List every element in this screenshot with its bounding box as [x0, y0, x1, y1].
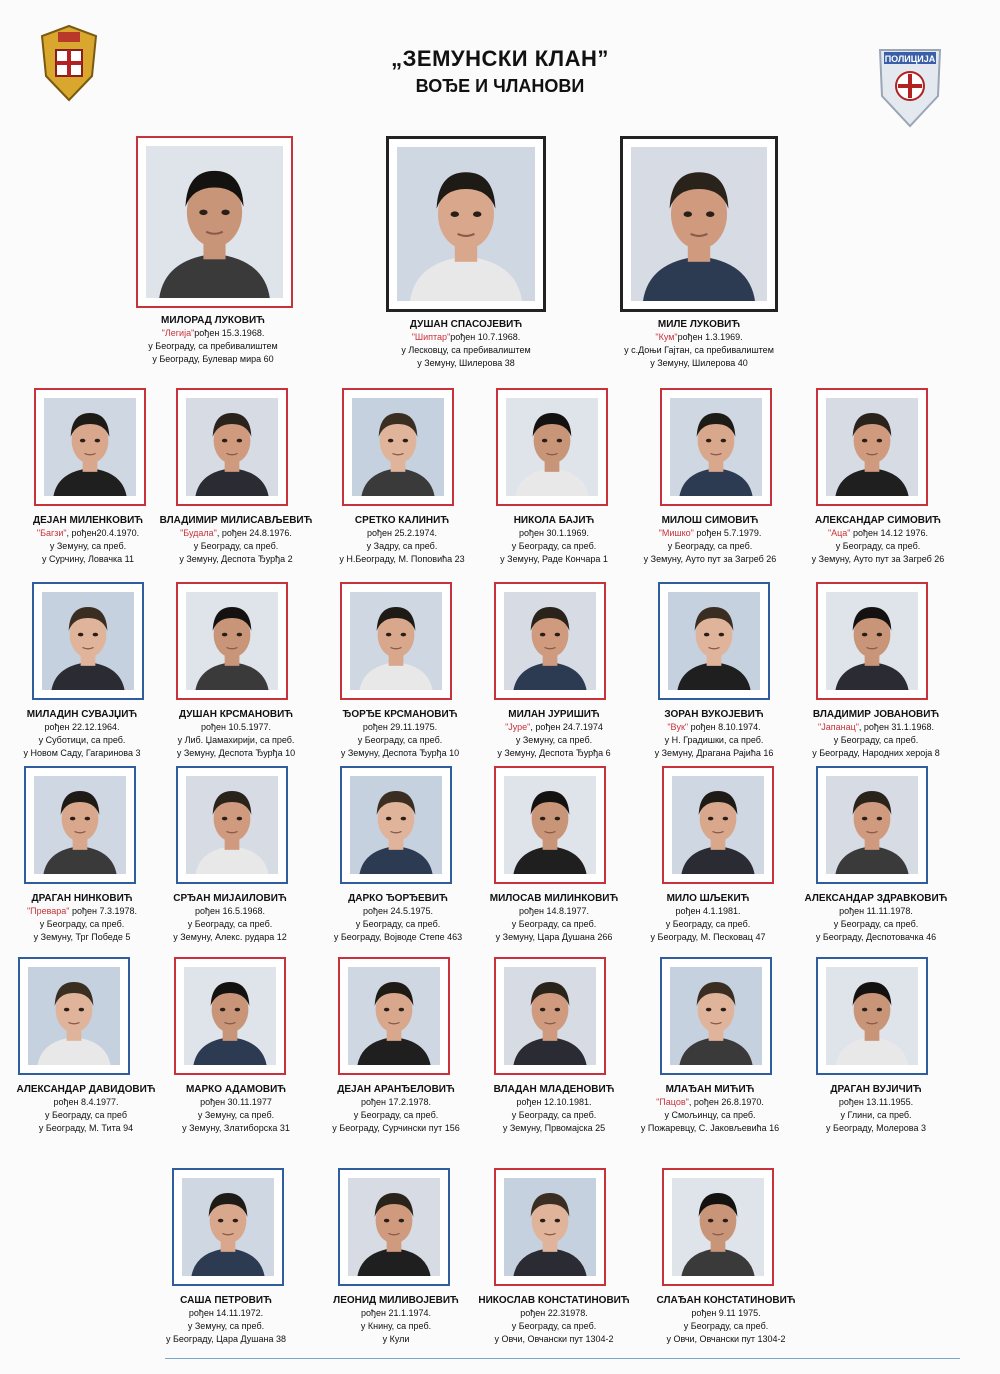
member-name: ЗОРАН ВУКОЈЕВИЋ: [664, 709, 764, 720]
member-birth: рођен 16.5.1968.: [194, 906, 266, 916]
member-birth-line: [118, 327, 308, 340]
member-birth: рођен 10.7.1968.: [450, 332, 521, 342]
page-subtitle: ВОЂЕ И ЧЛАНОВИ: [415, 76, 585, 96]
member-photo-frame: [662, 766, 774, 884]
member-photo-frame: [24, 766, 136, 884]
member-caption: [604, 318, 794, 370]
member-photo: [350, 776, 442, 874]
member-birth: рођен 10.5.1977.: [200, 722, 272, 732]
member-photo-frame: [176, 388, 288, 506]
member-birthplace: у Београду, са преб.: [511, 541, 597, 551]
member-birth-line: [613, 905, 803, 918]
member-photo-frame: [136, 136, 293, 308]
member-photo-frame: [176, 582, 288, 700]
member-birth: , рођен 26.8.1970.: [688, 1097, 764, 1107]
member-name: ЂОРЂЕ КРСМАНОВИЋ: [342, 709, 458, 720]
member-birth: , рођен 31.1.1968.: [858, 722, 934, 732]
police-badge-label: ПОЛИЦИЈА: [884, 54, 936, 64]
member-photo: [826, 776, 918, 874]
member-photo: [352, 398, 444, 496]
member-caption: [783, 514, 973, 566]
member-residence: у Земуну, Деспота Ђурђа 2: [179, 554, 293, 564]
member-photo: [184, 967, 276, 1065]
member-residence: у Земуну, Драгана Рајића 16: [654, 748, 774, 758]
member-birthplace: у Београду, са преб.: [833, 919, 919, 929]
member-name: МИЛЕ ЛУКОВИЋ: [657, 319, 741, 330]
member-birth: рођен 25.2.1974.: [366, 528, 438, 538]
member-name: ДЕЈАН АРАНЂЕЛОВИЋ: [337, 1084, 455, 1095]
member-photo: [504, 1178, 596, 1276]
member-photo-frame: [32, 582, 144, 700]
member-name: САША ПЕТРОВИЋ: [180, 1295, 272, 1306]
member-name: ДАРКО ЂОРЂЕВИЋ: [348, 893, 448, 904]
member-caption: [631, 1294, 821, 1346]
member-birthplace: у Београду, са преб.: [511, 919, 597, 929]
member-birthplace: у Београду, са преб.: [511, 1321, 597, 1331]
member-name: МИЛОРАД ЛУКОВИЋ: [161, 315, 265, 326]
member-nickname: "Будала": [180, 528, 217, 538]
member-residence: у Н.Београду, М. Поповића 23: [339, 554, 465, 564]
footer-divider: [165, 1358, 960, 1359]
member-nickname: "Вук": [667, 722, 689, 732]
member-name: МИЛО ШЉЕКИЋ: [666, 893, 750, 904]
member-photo-frame: [172, 1168, 284, 1286]
member-birthplace: у Смољинцу, са преб.: [664, 1110, 756, 1120]
member-photo-frame: [660, 957, 772, 1075]
member-name: ДУШАН КРСМАНОВИЋ: [178, 709, 294, 720]
member-nickname: "Кум": [655, 332, 678, 342]
member-residence: у Овчи, Овчански пут 1304-2: [666, 1334, 786, 1344]
member-caption: [613, 892, 803, 944]
member-residence: у Београду, Цара Душана 38: [166, 1334, 286, 1344]
member-name: ВЛАДАН МЛАДЕНОВИЋ: [493, 1084, 615, 1095]
member-residence: у Новом Саду, Гагаринова 3: [23, 748, 141, 758]
member-birthplace: у Београду, са преб.: [833, 735, 919, 745]
member-photo: [504, 776, 596, 874]
member-birth: рођен 17.2.1978.: [360, 1097, 432, 1107]
member-birthplace: у Глини, са преб.: [840, 1110, 912, 1120]
member-name: МИЛОСАВ МИЛИНКОВИЋ: [489, 893, 619, 904]
member-photo-frame: [816, 582, 928, 700]
member-photo: [631, 147, 767, 301]
member-name: ЛЕОНИД МИЛИВОЈЕВИЋ: [333, 1295, 459, 1306]
member-photo: [186, 776, 278, 874]
member-photo-frame: [342, 388, 454, 506]
member-residence: у Београду, М. Тита 94: [38, 1123, 134, 1133]
member-birthplace: у с.Доњи Гајтан, са пребивалиштем: [624, 345, 774, 355]
member-nickname: "Легија": [161, 328, 195, 338]
member-birthplace: у Београду, са преб.: [39, 919, 125, 929]
member-photo-frame: [340, 582, 452, 700]
member-caption: [615, 1083, 805, 1135]
member-birth: рођен 30.11.1977: [200, 1097, 272, 1107]
member-birth-line: [783, 527, 973, 540]
member-caption: [141, 514, 331, 566]
member-name: МИЛОШ СИМОВИЋ: [661, 515, 759, 526]
member-photo-frame: [816, 957, 928, 1075]
member-birth: рођен 4.1.1981.: [675, 906, 741, 916]
member-photo-frame: [658, 582, 770, 700]
member-photo-frame: [34, 388, 146, 506]
member-residence: у Београду, Народних хероја 8: [812, 748, 940, 758]
member-birthplace: у Београду, са преб.: [835, 541, 921, 551]
member-birth: рођен 24.5.1975.: [362, 906, 434, 916]
member-photo: [146, 146, 283, 298]
member-photo: [44, 398, 136, 496]
member-birth: рођен 1.3.1969.: [677, 332, 743, 342]
member-birth: рођен 12.10.1981.: [516, 1097, 592, 1107]
page-title: „ЗЕМУНСКИ КЛАН”: [391, 46, 609, 71]
member-photo-frame: [662, 1168, 774, 1286]
member-name: НИКОСЛАВ КОНСТАТИНОВИЋ: [478, 1295, 630, 1306]
member-residence: у Земуну, Шилерова 38: [417, 358, 515, 368]
member-birth: рођен 22.31978.: [520, 1308, 588, 1318]
member-residence: у Земуну, Златиборска 31: [182, 1123, 290, 1133]
member-birthplace: у Книну, са преб.: [360, 1321, 432, 1331]
member-photo: [504, 592, 596, 690]
member-nickname: "Багзи": [36, 528, 67, 538]
member-name: ДУШАН СПАСОЈЕВИЋ: [409, 319, 523, 330]
member-birth: рођен 8.4.1977.: [53, 1097, 119, 1107]
member-residence: у Земуну, Алекс. рудара 12: [173, 932, 287, 942]
member-birth-line: [781, 721, 971, 734]
member-residence: у Земуну, Цара Душана 266: [495, 932, 613, 942]
member-residence: у Београду, Молерова 3: [826, 1123, 926, 1133]
member-birth: рођен 14.8.1977.: [518, 906, 590, 916]
member-residence: у Овчи, Овчански пут 1304-2: [494, 1334, 614, 1344]
member-residence: у Београду, М. Песковац 47: [650, 932, 766, 942]
member-birthplace: у Земуну, са преб.: [187, 1321, 265, 1331]
member-birth: рођен 30.1.1969.: [518, 528, 590, 538]
member-name: АЛЕКСАНДАР СИМОВИЋ: [815, 515, 941, 526]
member-name: МЛАЂАН МИЋИЋ: [665, 1084, 755, 1095]
member-birthplace: у Београду, са преб.: [193, 541, 279, 551]
member-name: АЛЕКСАНДАР ДАВИДОВИЋ: [16, 1084, 156, 1095]
member-photo: [826, 967, 918, 1065]
member-residence: у Земуну, Шилерова 40: [650, 358, 748, 368]
member-residence: у Кули: [382, 1334, 410, 1344]
member-nickname: "Шиптар": [411, 332, 451, 342]
member-caption: [135, 892, 325, 944]
member-name: МАРКО АДАМОВИЋ: [185, 1084, 287, 1095]
member-name: АЛЕКСАНДАР ЗДРАВКОВИЋ: [804, 893, 948, 904]
member-photo: [668, 592, 760, 690]
member-birthplace: у Београду, са преб.: [683, 1321, 769, 1331]
member-photo: [670, 967, 762, 1065]
member-birth: , рођен20.4.1970.: [66, 528, 140, 538]
member-name: СРЂАН МИЈАИЛОВИЋ: [173, 893, 287, 904]
member-residence: у Земуну, Деспота Ђурђа 10: [340, 748, 460, 758]
member-photo-frame: [176, 766, 288, 884]
member-residence: у Земуну, Трг Победе 5: [33, 932, 131, 942]
member-birth: рођен 5.7.1979.: [693, 528, 762, 538]
member-nickname: "Мишко": [658, 528, 694, 538]
member-name: ДРАГАН ВУЈИЧИЋ: [830, 1084, 922, 1095]
member-photo: [42, 592, 134, 690]
member-photo-frame: [386, 136, 546, 312]
member-photo: [186, 398, 278, 496]
member-residence: у Београду, Војводе Степе 463: [333, 932, 463, 942]
member-birthplace: у Београду, са преб: [44, 1110, 127, 1120]
member-photo: [670, 398, 762, 496]
member-birth-line: [141, 527, 331, 540]
member-birth: рођен 14.11.1972.: [188, 1308, 264, 1318]
member-photo-frame: [174, 957, 286, 1075]
member-birthplace: у Земуну, са преб.: [515, 735, 593, 745]
member-nickname: "Јуре": [505, 722, 531, 732]
member-birth-line: [604, 331, 794, 344]
member-birth: рођен 15.3.1968.: [194, 328, 265, 338]
member-birth-line: [615, 527, 805, 540]
member-photo-frame: [494, 582, 606, 700]
member-residence: у Пожаревцу, С. Јаковљевића 16: [640, 1123, 780, 1133]
member-birthplace: у Задру, са преб.: [366, 541, 438, 551]
member-photo: [186, 592, 278, 690]
member-name: ДЕЈАН МИЛЕНКОВИЋ: [32, 515, 144, 526]
member-birthplace: у Лесковцу, са пребивалиштем: [401, 345, 531, 355]
member-photo-frame: [338, 957, 450, 1075]
member-residence: у Земуну, Раде Кончара 1: [500, 554, 608, 564]
member-photo: [34, 776, 126, 874]
member-birthplace: у Београду, са преб.: [187, 919, 273, 929]
member-caption: [781, 708, 971, 760]
member-photo: [182, 1178, 274, 1276]
member-birthplace: у Либ. Џамахирији, са преб.: [177, 735, 295, 745]
member-birthplace: у Београду, са преб.: [511, 1110, 597, 1120]
member-photo-frame: [660, 388, 772, 506]
member-birth: , рођен 24.8.1976.: [216, 528, 292, 538]
member-photo-frame: [494, 1168, 606, 1286]
member-birth: рођен 22.12.1964.: [44, 722, 120, 732]
member-birth: рођен 11.11.1978.: [839, 906, 913, 916]
member-birth: рођен 8.10.1974.: [688, 722, 761, 732]
member-caption: [131, 1294, 321, 1346]
member-caption: [615, 514, 805, 566]
member-name: ВЛАДИМИР ЈОВАНОВИЋ: [812, 709, 940, 720]
member-birth: рођен 14.12 1976.: [850, 528, 929, 538]
member-photo-frame: [340, 766, 452, 884]
member-photo-frame: [494, 957, 606, 1075]
member-residence: у Земуну, Деспота Ђурђа 10: [176, 748, 296, 758]
member-photo: [672, 1178, 764, 1276]
member-birth: , рођен 24.7.1974: [530, 722, 603, 732]
member-name: СРЕТКО КАЛИНИЋ: [354, 515, 450, 526]
member-birthplace: у Суботици, са преб.: [38, 735, 126, 745]
member-photo: [506, 398, 598, 496]
member-birth-line: [371, 331, 561, 344]
member-birth-line: [781, 1096, 971, 1109]
member-photo-frame: [338, 1168, 450, 1286]
member-birthplace: у Земуну, са преб.: [197, 1110, 275, 1120]
member-birth-line: [135, 905, 325, 918]
member-birthplace: у Земуну, са преб.: [49, 541, 127, 551]
member-birth-line: [781, 905, 971, 918]
member-nickname: "Превара": [26, 906, 70, 916]
member-photo: [504, 967, 596, 1065]
member-photo: [826, 592, 918, 690]
member-photo: [350, 592, 442, 690]
member-caption: [118, 314, 308, 366]
member-caption: [781, 1083, 971, 1135]
member-caption: [459, 1294, 649, 1346]
member-residence: у Земуну, Деспота Ђурђа 6: [497, 748, 611, 758]
member-birth: рођен 29.11.1975.: [362, 722, 438, 732]
member-birth-line: [631, 1307, 821, 1320]
member-birthplace: у Београду, са преб.: [357, 735, 443, 745]
member-photo: [28, 967, 120, 1065]
member-birth-line: [459, 1307, 649, 1320]
member-residence: у Сурчину, Ловачка 11: [41, 554, 135, 564]
member-photo-frame: [816, 766, 928, 884]
member-photo-frame: [494, 766, 606, 884]
member-photo-frame: [18, 957, 130, 1075]
member-photo: [672, 776, 764, 874]
member-birth: рођен 13.11.1955.: [838, 1097, 914, 1107]
member-photo: [826, 398, 918, 496]
member-birthplace: у Н. Градишки, са преб.: [664, 735, 764, 745]
member-name: ДРАГАН НИНКОВИЋ: [31, 893, 133, 904]
member-photo-frame: [496, 388, 608, 506]
member-name: НИКОЛА БАЈИЋ: [513, 515, 595, 526]
member-birthplace: у Београду, са преб.: [665, 919, 751, 929]
member-photo: [348, 1178, 440, 1276]
member-photo-frame: [620, 136, 778, 312]
member-birth-line: [141, 721, 331, 734]
member-birth: рођен 7.3.1978.: [69, 906, 138, 916]
member-caption: [781, 892, 971, 944]
member-nickname: "Пацов": [656, 1097, 689, 1107]
member-caption: [141, 708, 331, 760]
member-name: ВЛАДИМИР МИЛИСАВЉЕВИЋ: [159, 515, 313, 526]
member-residence: у Београду, Сурчински пут 156: [332, 1123, 460, 1133]
member-birth-line: [131, 1307, 321, 1320]
member-birthplace: у Београду, са преб.: [355, 919, 441, 929]
member-residence: у Београду, Деспотовачка 46: [815, 932, 937, 942]
member-photo: [348, 967, 440, 1065]
member-residence: у Земуну, Ауто пут за Загреб 26: [811, 554, 945, 564]
member-birth: рођен 21.1.1974.: [360, 1308, 432, 1318]
member-birthplace: у Београду, са преб.: [667, 541, 753, 551]
member-residence: у Земуну, Ауто пут за Загреб 26: [643, 554, 777, 564]
member-caption: [371, 318, 561, 370]
member-birthplace: у Београду, са преб.: [353, 1110, 439, 1120]
member-nickname: "Јапанац": [818, 722, 859, 732]
member-birth: рођен 9.11 1975.: [691, 1308, 761, 1318]
member-photo-frame: [816, 388, 928, 506]
member-residence: у Земуну, Првомајска 25: [502, 1123, 606, 1133]
member-nickname: "Аца": [827, 528, 851, 538]
member-name: МИЛАН ЈУРИШИЋ: [508, 709, 600, 720]
member-birthplace: у Београду, са пребивалиштем: [148, 341, 278, 351]
member-name: МИЛАДИН СУВАЈЏИЋ: [26, 709, 138, 720]
member-photo: [397, 147, 535, 301]
member-residence: у Београду, Булевар мира 60: [152, 354, 274, 364]
member-birth-line: [615, 1096, 805, 1109]
member-name: СЛАЂАН КОНСТАТИНОВИЋ: [656, 1295, 796, 1306]
